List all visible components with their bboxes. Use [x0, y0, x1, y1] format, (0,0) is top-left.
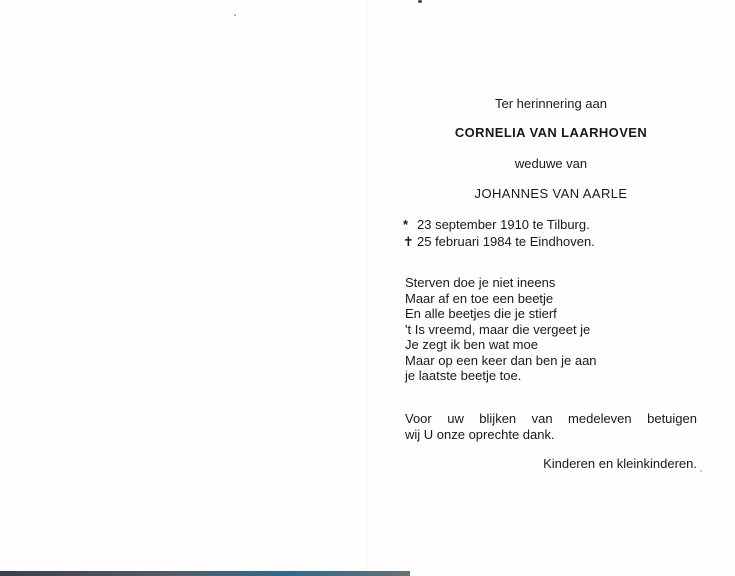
- poem-line: Je zegt ik ben wat moe: [405, 337, 538, 352]
- birth-date-row: [403, 216, 595, 233]
- life-dates: [403, 216, 595, 250]
- poem-line: je laatste beetje toe.: [405, 368, 522, 383]
- spouse-name: JOHANNES VAN AARLE: [474, 186, 628, 201]
- deceased-name: CORNELIA VAN LAARHOVEN: [454, 125, 648, 140]
- poem-line: Maar op een keer dan ben je aan: [405, 352, 597, 368]
- memorial-heading: Ter herinnering aan: [494, 96, 608, 111]
- death-date-text: 25 februari 1984 te Eindhoven.: [417, 234, 595, 249]
- thanks-line: wij U onze oprechte dank.: [405, 427, 555, 442]
- poem-line: Sterven doe je niet ineens: [405, 275, 556, 290]
- poem-line: Maar af en toe een beetje: [405, 290, 554, 306]
- print-speck: [234, 14, 236, 16]
- poem-line: 't Is vreemd, maar die vergeet je: [405, 321, 591, 337]
- print-speck: [418, 0, 422, 3]
- thanks-message: [405, 411, 697, 443]
- print-speck: [700, 470, 702, 472]
- card-fold-line: [367, 0, 368, 576]
- thanks-line: Voor uw blijken van medeleven betuigen: [405, 411, 697, 426]
- relation-text: weduwe van: [514, 156, 588, 171]
- closing-signature: Kinderen en kleinkinderen.: [543, 456, 697, 471]
- poem-line: En alle beetjes die je stierf: [405, 306, 557, 321]
- poem: [405, 275, 597, 384]
- scan-edge-strip: [0, 571, 410, 576]
- death-cross-icon: ✝: [403, 234, 414, 249]
- birth-date-text: 23 september 1910 te Tilburg.: [417, 217, 590, 232]
- death-date-row: [403, 233, 595, 250]
- birth-star-icon: *: [403, 217, 409, 232]
